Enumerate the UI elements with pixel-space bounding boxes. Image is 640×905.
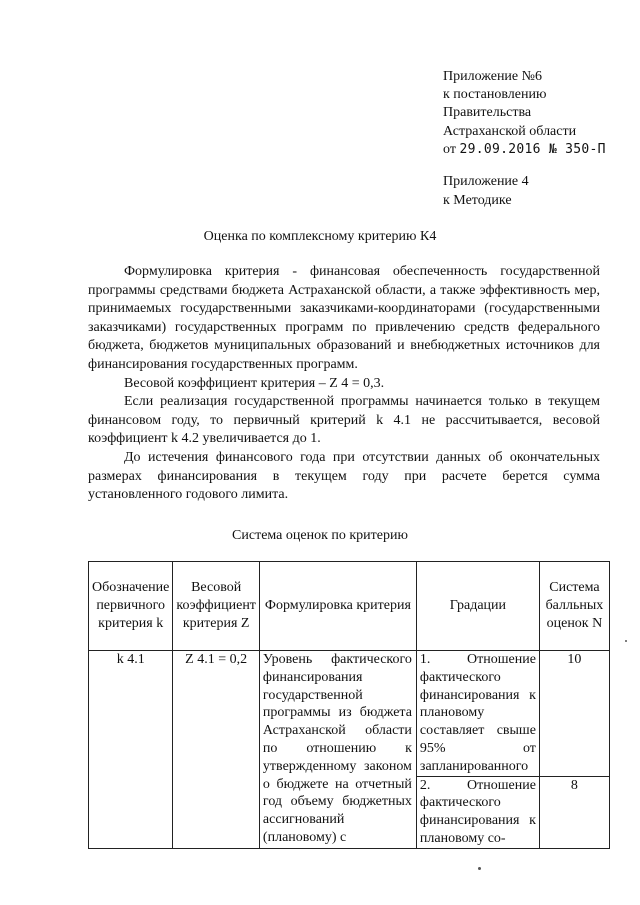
cell-gradation-1: 1. Отношение фактического финансирования к плановому составляет свыше 95% от запланированного — [416, 651, 539, 777]
scan-speck — [478, 867, 481, 870]
header-code: Обозначение первичного критерия k — [89, 562, 173, 651]
appendix-line-2: к Методике — [443, 192, 512, 208]
approval-date-line — [443, 141, 606, 159]
header-weight: Весовой коэффициент критерия Z — [173, 562, 260, 651]
header-formulation: Формулировка критерия — [259, 562, 416, 651]
cell-score-2: 8 — [539, 776, 609, 848]
header-gradations: Градации — [416, 562, 539, 651]
assessment-table — [88, 561, 610, 849]
cell-gradation-2: 2. Отношение фактического финансирования к плановому со- — [416, 776, 539, 848]
paragraph-limit: До истечения финансового года при отсутствии данных об окончательных размерах финансирования в текущем году при расчете берется сумма установленного годового лимита. — [88, 449, 600, 503]
table-header-row — [89, 562, 610, 651]
approval-date-prefix: от — [443, 141, 456, 157]
paragraph-formulation: Формулировка критерия - финансовая обеспеченность государственной программы средствами бюджета Астраханской области, а также эффективность мер, принимаемых государственными заказчиками-координаторами (государственными заказчиками) государственных программ по привлечению средств федерального бюджета, бюджетов муниципальных образований и внебюджетных источников для финансирования государственных программ. — [88, 264, 600, 372]
appendix-line-1: Приложение 4 — [443, 174, 529, 189]
scan-speck — [625, 640, 627, 642]
cell-score-1: 10 — [539, 651, 609, 777]
cell-code: k 4.1 — [89, 651, 173, 849]
cell-formulation: Уровень фактического финансирования государственной программы из бюджета Астраханской области по отношению к утвержденному законом о бюджете на отчетный год объему бюджетных ассигнований (плановому) с — [259, 651, 416, 849]
approval-line-1: Приложение №6 — [443, 69, 542, 84]
cell-weight: Z 4.1 = 0,2 — [173, 651, 260, 849]
approval-line-4: Астраханской области — [443, 123, 577, 139]
table-title: Система оценок по критерию — [232, 528, 408, 543]
approval-block — [443, 68, 606, 159]
approval-date-value: 29.09.2016 № 350-П — [459, 141, 606, 157]
document-title: Оценка по комплексному критерию К4 — [203, 229, 437, 244]
criterion-description — [88, 263, 600, 505]
header-score: Система балльных оценок N — [539, 562, 609, 651]
appendix-block — [443, 173, 529, 210]
approval-line-3: Правительства — [443, 105, 532, 121]
paragraph-weight: Весовой коэффициент критерия – Z 4 = 0,3. — [124, 375, 385, 391]
approval-line-2: к постановлению — [443, 87, 547, 103]
table-row — [89, 651, 610, 777]
paragraph-current-year: Если реализация государственной программы начинается только в текущем финансовом году, то первичный критерий k 4.1 не рассчитывается, весовой коэффициент k 4.2 увеличивается до 1. — [88, 394, 600, 447]
